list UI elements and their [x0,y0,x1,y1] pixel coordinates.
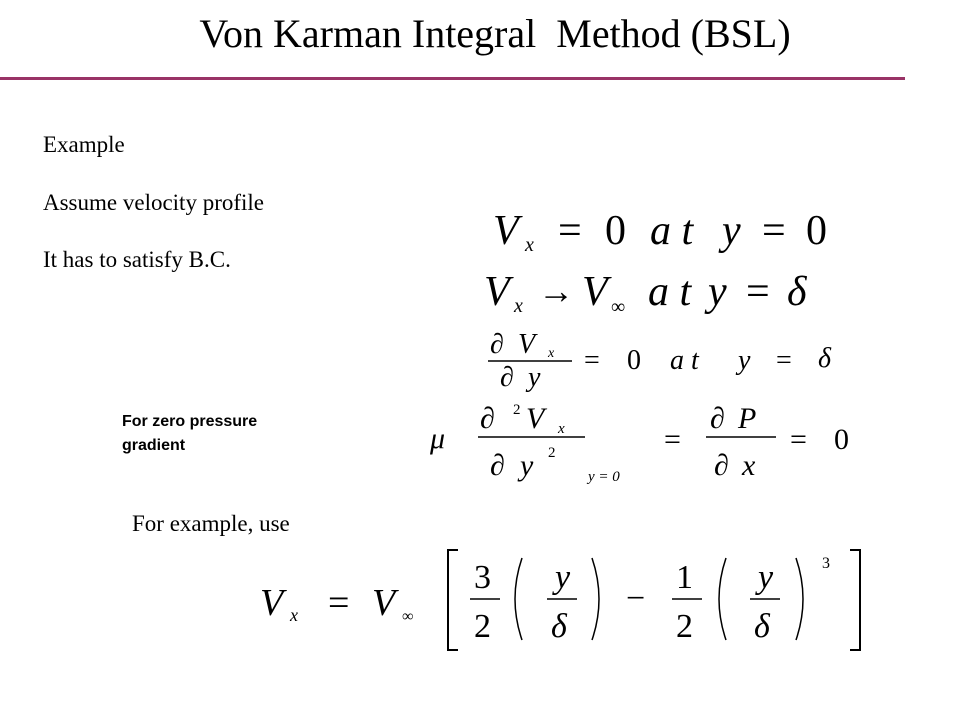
bc2-rhs-sub: ∞ [611,296,626,318]
assume-profile-label: Assume velocity profile [43,190,265,215]
profile-paren1-right [592,558,599,640]
bc4-partial-top: ∂ [480,402,495,435]
bc4-p: P [738,402,757,435]
bc1-y: y [722,208,741,254]
profile-lhs-sub: x [290,605,298,625]
bc3-equation [488,329,832,393]
bc4-y-power: 2 [548,445,556,461]
zero-pressure-label: For zero pressure gradient [122,413,258,454]
bc3-at: a t [670,345,699,376]
bc4-v: V [526,402,545,435]
bc1-at: a t [650,208,694,254]
bc1-value: 0 [806,208,827,254]
profile-rhs: V [372,582,396,624]
bc4-power-2-top: 2 [513,402,521,418]
example-label: Example [43,132,125,157]
profile-ratio2-num: y [758,559,774,596]
profile-left-bracket [448,550,458,650]
bc1-lhs: V [493,208,519,254]
bc4-equation [429,402,849,485]
bc3-y: y [528,362,541,393]
bc3-partial-bottom: ∂ [500,362,514,393]
bc4-partial-x: ∂ [714,449,729,482]
bc2-equals: = [746,269,770,315]
bc4-equals: = [664,423,681,456]
bc3-delta: δ [818,343,832,374]
profile-coef2-num: 1 [676,559,693,596]
profile-coef1-num: 3 [474,559,491,596]
bc1-equals: = [558,208,582,254]
profile-ratio2-den: δ [754,608,770,645]
profile-equation [260,550,860,650]
bc2-lhs: V [484,269,510,315]
bc3-partial-top: ∂ [490,329,504,360]
satisfy-bc-label: It has to satisfy B.C. [43,247,231,272]
profile-ratio1-den: δ [551,608,567,645]
bc2-lhs-sub: x [514,295,523,317]
profile-lhs: V [260,582,284,624]
bc2-relation: → [538,271,574,311]
bc1-rhs: 0 [605,208,626,254]
bc4-mu: μ [430,422,446,455]
bc3-equals-2: = [776,345,792,376]
bc4-equals-2: = [790,423,807,456]
bc4-condition: y = 0 [588,469,620,485]
profile-ratio1-num: y [555,559,571,596]
bc1-equation [493,208,827,256]
bc2-y: y [708,269,727,315]
bc1-lhs-sub: x [525,234,534,256]
bc4-y: y [520,449,534,482]
bc3-y2: y [738,345,751,376]
bc3-v-sub: x [548,346,555,361]
page-title: Von Karman Integral Method (BSL) [199,11,791,56]
profile-right-bracket [850,550,860,650]
bc3-equals: = [584,345,600,376]
profile-coef1-den: 2 [474,608,491,645]
bc3-zero: 0 [627,345,641,376]
bc4-v-sub: x [558,421,565,437]
bc4-partial-p: ∂ [710,402,725,435]
profile-equals: = [328,582,350,624]
bc2-at: a t [648,269,692,315]
for-example-use-label: For example, use [132,511,290,536]
bc4-x: x [742,449,756,482]
profile-coef2-den: 2 [676,608,693,645]
bc4-partial-bottom: ∂ [490,449,505,482]
profile-paren1-left [515,558,522,640]
bc2-value: δ [787,269,807,315]
profile-minus: − [626,580,646,617]
bc3-v: V [518,329,536,360]
profile-paren2-left [719,558,726,640]
bc4-zero: 0 [834,423,849,456]
bc2-rhs: V [582,269,608,315]
profile-rhs-sub: ∞ [402,608,414,625]
bc1-equals-2: = [762,208,786,254]
profile-paren2-right [796,558,803,640]
profile-power-3: 3 [822,555,830,572]
bc2-equation [484,269,808,318]
